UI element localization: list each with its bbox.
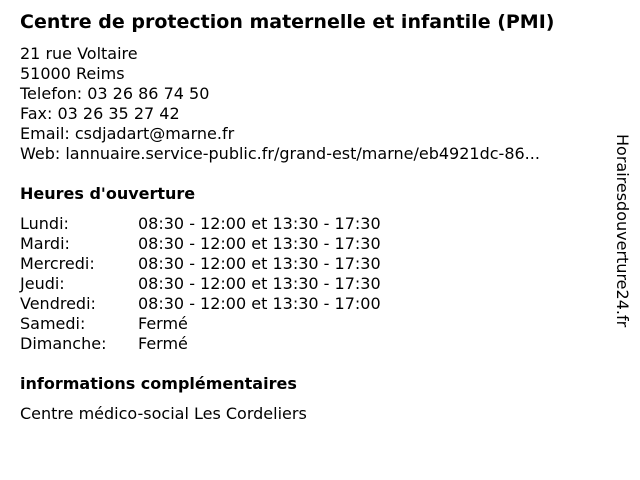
contact-details [20,44,540,164]
time-value: Fermé [138,334,188,353]
address-city: 51000 Reims [20,64,125,83]
website-url: Web: lannuaire.service-public.fr/grand-est/marne/eb4921dc-86... [20,144,540,163]
page-title: Centre de protection maternelle et infantile (PMI) [20,11,555,33]
day-label: Lundi: [20,214,69,233]
day-label: Vendredi: [20,294,96,313]
email-address: Email: csdjadart@marne.fr [20,124,235,143]
time-value: 08:30 - 12:00 et 13:30 - 17:30 [138,254,381,273]
day-label: Jeudi: [20,274,65,293]
phone-number: Telefon: 03 26 86 74 50 [20,84,210,103]
time-value: 08:30 - 12:00 et 13:30 - 17:30 [138,214,381,233]
hours-row-monday [20,214,580,234]
time-value: 08:30 - 12:00 et 13:30 - 17:00 [138,294,381,313]
day-label: Samedi: [20,314,86,333]
watermark [612,134,632,354]
time-value: 08:30 - 12:00 et 13:30 - 17:30 [138,274,381,293]
additional-info-text: Centre médico-social Les Cordeliers [20,404,307,423]
fax-number: Fax: 03 26 35 27 42 [20,104,180,123]
watermark-text: Horairesdouverture24.fr [613,134,632,328]
address-street: 21 rue Voltaire [20,44,138,63]
hours-row-thursday [20,274,580,294]
opening-hours-table [20,214,580,354]
hours-row-tuesday [20,234,580,254]
time-value: Fermé [138,314,188,333]
time-value: 08:30 - 12:00 et 13:30 - 17:30 [138,234,381,253]
hours-row-wednesday [20,254,580,274]
day-label: Mardi: [20,234,70,253]
day-label: Mercredi: [20,254,95,273]
additional-info-heading: informations complémentaires [20,374,297,393]
day-label: Dimanche: [20,334,107,353]
hours-row-friday [20,294,580,314]
hours-row-sunday [20,334,580,354]
hours-row-saturday [20,314,580,334]
opening-hours-heading: Heures d'ouverture [20,184,196,203]
